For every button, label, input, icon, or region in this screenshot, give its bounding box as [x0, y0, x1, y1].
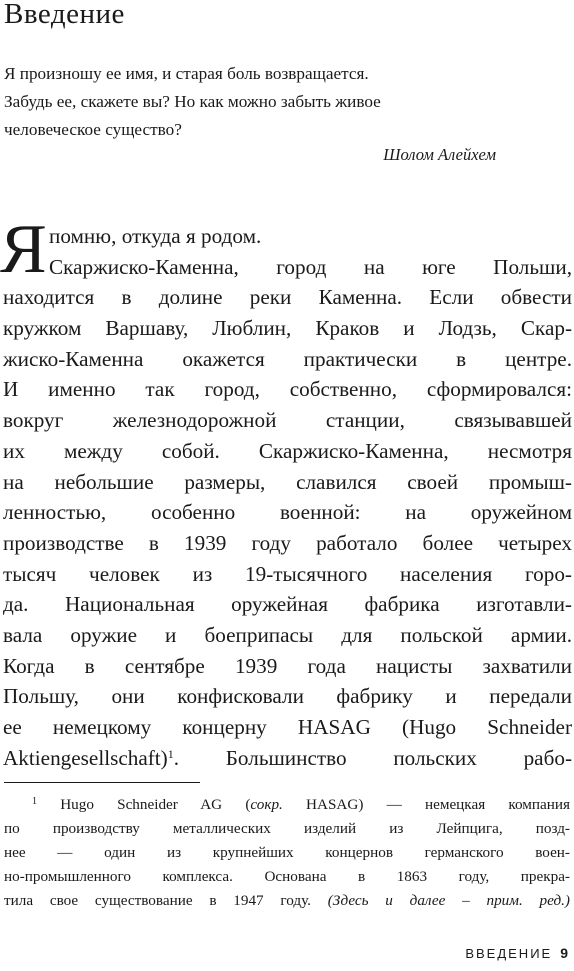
epigraph-author: Шолом Алейхем: [383, 145, 496, 164]
body-line-text: Большинство польских рабо-: [225, 745, 572, 770]
footnote-reference[interactable]: 1: [167, 746, 174, 761]
body-line: ее немецкому концерну HASAG (Hugo Schneider: [3, 715, 572, 739]
footnote-marker: 1: [32, 796, 37, 807]
epigraph-line: Забудь ее, скажете вы? Но как можно забыть живое: [4, 92, 381, 111]
body-line: вокруг железнодорожной станции, связывавшей: [3, 408, 572, 433]
editor-note: (Здесь и далее – прим. ред.): [327, 892, 570, 909]
epigraph: [4, 60, 544, 144]
body-line: вала оружие и боеприпасы для польской армии.: [3, 622, 572, 647]
drop-cap: Я: [0, 211, 47, 288]
body-line: тысяч человек из 19-тысячного населения горо-: [3, 561, 572, 586]
footnote-text: HASAG) — немецкая компания: [282, 796, 571, 813]
footnote-divider: [4, 782, 200, 783]
body-line: И именно так город, собственно, сформировался:: [3, 377, 572, 402]
body-line: Aktiengesellschaft)$^1$. Большинство польских рабо-: [3, 745, 572, 770]
body-line: их между собой. Скаржиско-Каменна, несмотря: [3, 438, 572, 463]
body-line: Польшу, они конфисковали фабрику и передали: [3, 684, 572, 709]
footnote-abbreviation: сокр.: [250, 796, 283, 813]
footnote-line: нее — один из крупнейших концернов германского воен-: [4, 844, 570, 861]
footnote-text: тила свое существование в 1947 году.: [4, 892, 328, 909]
epigraph-line: Я произношу ее имя, и старая боль возвращается.: [4, 64, 369, 83]
footnote: [4, 793, 570, 913]
footnote-line: [4, 793, 570, 817]
body-line: кружком Варшаву, Люблин, Краков и Лодзь, Скар-: [3, 316, 572, 341]
footnote-line: по производству металлических изделий из Лейпцига, позд-: [4, 820, 570, 837]
body-line: на небольшие размеры, славился своей промыш-: [3, 469, 572, 494]
footnote-line: [4, 889, 570, 913]
running-head: [465, 945, 568, 961]
footnote-line: но-промышленного комплекса. Основана в 1863 году, прекра-: [4, 868, 570, 885]
page-number: 9: [560, 945, 568, 961]
body-line: да. Национальная оружейная фабрика изготавли-: [3, 592, 572, 617]
epigraph-line: человеческое существо?: [4, 120, 182, 139]
body-line: находится в долине реки Каменна. Если обвести: [3, 285, 572, 310]
body-line: помню, откуда я родом.: [49, 224, 262, 248]
body-line: Скаржиско-Каменна, город на юге Польши,: [49, 254, 572, 279]
body-line-text: Aktiengesellschaft): [3, 745, 168, 770]
page-title: Введение: [4, 0, 125, 30]
body-line: жиско-Каменна окажется практически в центре.: [3, 346, 572, 371]
running-head-label: ВВЕДЕНИЕ: [465, 946, 553, 961]
body-line: Когда в сентябре 1939 года нацисты захватили: [3, 653, 572, 678]
body-text: [3, 221, 572, 773]
footnote-text: Hugo Schneider AG (: [60, 796, 251, 813]
body-line: ленностью, особенно военной: на оружейном: [3, 500, 572, 525]
body-line: производстве в 1939 году работало более четырех: [3, 530, 572, 555]
